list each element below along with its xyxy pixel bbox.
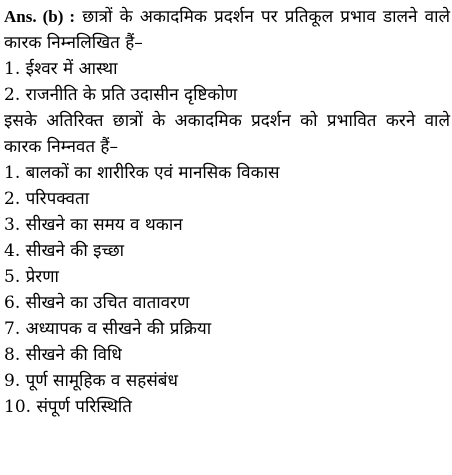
list-item: 10. संपूर्ण परिस्थिति	[4, 397, 132, 417]
list-item: 8. सीखने की विधि	[4, 345, 122, 365]
list-item: 1. बालकों का शारीरिक एवं मानसिक विकास	[4, 163, 280, 183]
list-item: 9. पूर्ण सामूहिक व सहसंबंध	[4, 371, 178, 391]
list-item: 5. प्रेरणा	[4, 267, 59, 287]
list-item: 7. अध्यापक व सीखने की प्रक्रिया	[4, 319, 212, 339]
list-item: 1. ईश्वर में आस्था	[4, 59, 118, 79]
answer-intro-text: छात्रों के अकादमिक प्रदर्शन पर प्रतिकूल प्रभाव डालने वाले कारक निम्नलिखित हैं–	[4, 7, 450, 53]
influencing-factors-list	[4, 160, 450, 420]
answer-intro-paragraph	[4, 4, 450, 56]
answer-label: Ans. (b) :	[4, 7, 76, 26]
list-item: 3. सीखने का समय व थकान	[4, 215, 183, 235]
list-item: 6. सीखने का उचित वातावरण	[4, 293, 190, 313]
answer-block	[4, 4, 450, 420]
list-item: 2. राजनीति के प्रति उदासीन दृष्टिकोण	[4, 85, 238, 105]
adverse-factors-list	[4, 56, 450, 108]
transition-paragraph: इसके अतिरिक्त छात्रों के अकादमिक प्रदर्शन को प्रभावित करने वाले कारक निम्नवत हैं–	[4, 111, 450, 157]
list-item: 2. परिपक्वता	[4, 189, 90, 209]
list-item: 4. सीखने की इच्छा	[4, 241, 125, 261]
